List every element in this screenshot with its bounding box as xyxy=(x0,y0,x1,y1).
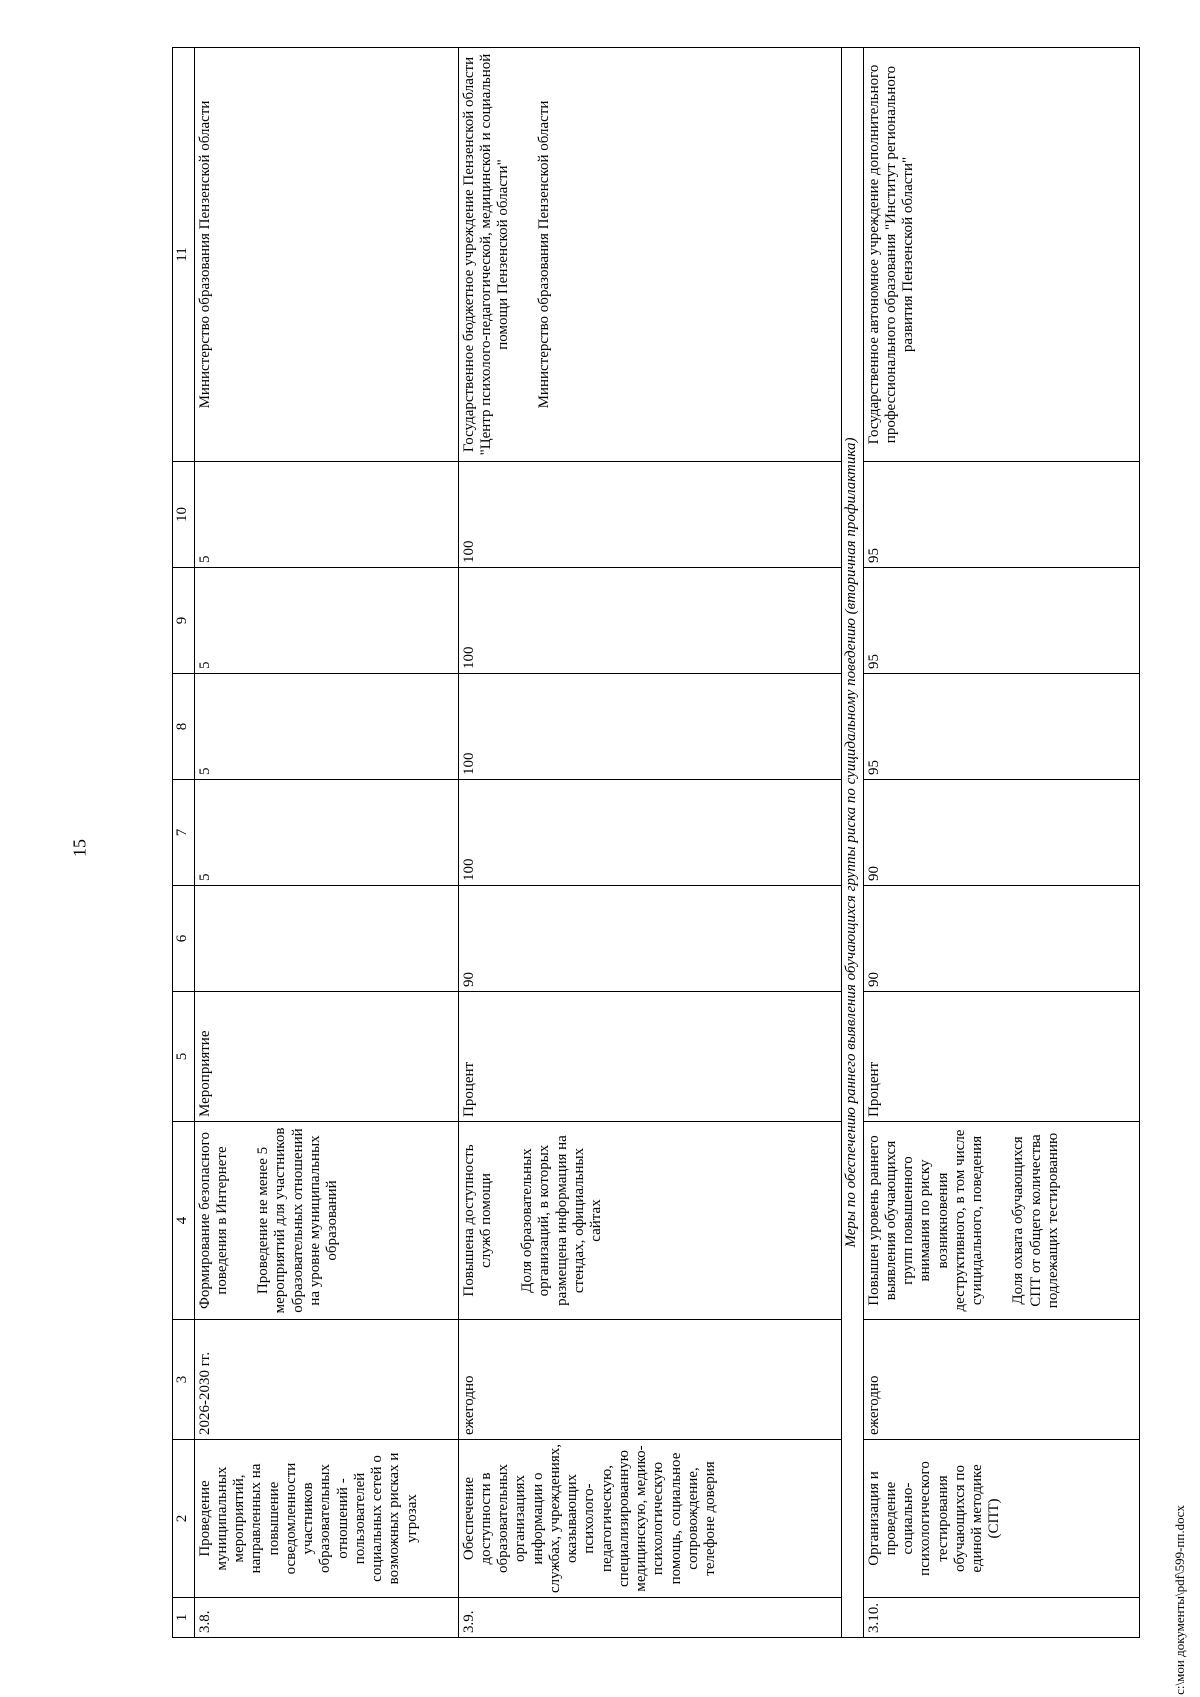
column-number: 7 xyxy=(173,780,195,886)
result-cell xyxy=(194,1122,458,1320)
column-number: 9 xyxy=(173,568,195,674)
result-text: Формирование безопасного поведения в Интернете xyxy=(196,1132,230,1309)
executor-text: Государственное бюджетное учреждение Пензенской области "Центр психолого-педагогической, медицинской и социальной помощи Пензенской области" xyxy=(460,53,512,456)
executor-cell: Министерство образования Пензенской области xyxy=(194,48,458,462)
footer-file-path: c:\мои документы\pdf\599-пп.docx xyxy=(1172,1505,1187,1695)
page-number: 15 xyxy=(69,839,90,857)
value-cell: 100 xyxy=(458,462,842,568)
column-number: 5 xyxy=(173,992,195,1122)
indicator-text: Доля образовательных организаций, в которых размещена информация на стендах, официальных сайтах xyxy=(519,1135,605,1306)
value-cell: 100 xyxy=(458,674,842,780)
executor-text-secondary: Министерство образования Пензенской области xyxy=(536,100,553,409)
period-cell: 2026-2030 гг. xyxy=(194,1320,458,1440)
executor-cell xyxy=(458,48,842,462)
period-cell: ежегодно xyxy=(458,1320,842,1440)
row-number: 3.10. xyxy=(863,1598,1139,1638)
value-cell: 100 xyxy=(458,568,842,674)
column-number: 11 xyxy=(173,48,195,462)
measure-cell: Обеспечение доступности в образовательных организациях информации о службах, учреждениях, оказывающих психолого-педагогическую, специализированную медицинскую, медико-психологическую помощь, социальное сопровождение, телефоне доверия xyxy=(458,1440,842,1598)
value-cell: 90 xyxy=(863,780,1139,886)
indicator-text: Доля охвата обучающихся СПТ от общего количества подлежащих тестированию xyxy=(1010,1132,1061,1309)
table-row xyxy=(458,48,842,1638)
result-cell xyxy=(458,1122,842,1320)
unit-cell: Процент xyxy=(863,992,1139,1122)
value-cell: 5 xyxy=(194,462,458,568)
column-number: 8 xyxy=(173,674,195,780)
unit-cell: Процент xyxy=(458,992,842,1122)
value-cell: 95 xyxy=(863,462,1139,568)
rotated-table-container xyxy=(172,48,1140,1638)
executor-cell: Государственное автономное учреждение дополнительного профессионального образования "Институт регионального развития Пензенской области" xyxy=(863,48,1139,462)
row-number: 3.9. xyxy=(458,1598,842,1638)
measures-table xyxy=(172,47,1140,1638)
column-number: 2 xyxy=(173,1440,195,1598)
period-cell: ежегодно xyxy=(863,1320,1139,1440)
result-text: Повышен уровень раннего выявления обучающихся групп повышенного внимания по риску возникновения деструктивного, в том числе суицидального, поведения xyxy=(865,1129,986,1312)
value-cell xyxy=(194,886,458,992)
section-title: Меры по обеспечению раннего выявления обучающихся группы риска по суицидальному поведению (вторичная профилактика) xyxy=(842,48,864,1638)
row-number: 3.8. xyxy=(194,1598,458,1638)
value-cell: 90 xyxy=(458,886,842,992)
indicator-text: Проведение не менее 5 мероприятий для участников образовательных отношений на уровне муниципальных образований xyxy=(255,1127,341,1314)
value-cell: 5 xyxy=(194,568,458,674)
column-number: 10 xyxy=(173,462,195,568)
unit-cell: Мероприятие xyxy=(194,992,458,1122)
value-cell: 5 xyxy=(194,674,458,780)
value-cell: 5 xyxy=(194,780,458,886)
table-row xyxy=(863,48,1139,1638)
result-cell xyxy=(863,1122,1139,1320)
column-number: 1 xyxy=(173,1598,195,1638)
column-number: 4 xyxy=(173,1122,195,1320)
value-cell: 95 xyxy=(863,568,1139,674)
value-cell: 100 xyxy=(458,780,842,886)
value-cell: 95 xyxy=(863,674,1139,780)
value-cell: 90 xyxy=(863,886,1139,992)
column-number: 3 xyxy=(173,1320,195,1440)
table-row xyxy=(194,48,458,1638)
section-row xyxy=(842,48,864,1638)
column-number: 6 xyxy=(173,886,195,992)
result-text: Повышена доступность служб помощи xyxy=(460,1144,494,1297)
column-numbers-row xyxy=(173,48,195,1638)
measure-cell: Организация и проведение социально-психологического тестирования обучающихся по единой методике (СПТ) xyxy=(863,1440,1139,1598)
measure-cell: Проведение муниципальных мероприятий, направленных на повышение осведомленности участников образовательных отношений - пользователей социальных сетей о возможных рисках и угрозах xyxy=(194,1440,458,1598)
